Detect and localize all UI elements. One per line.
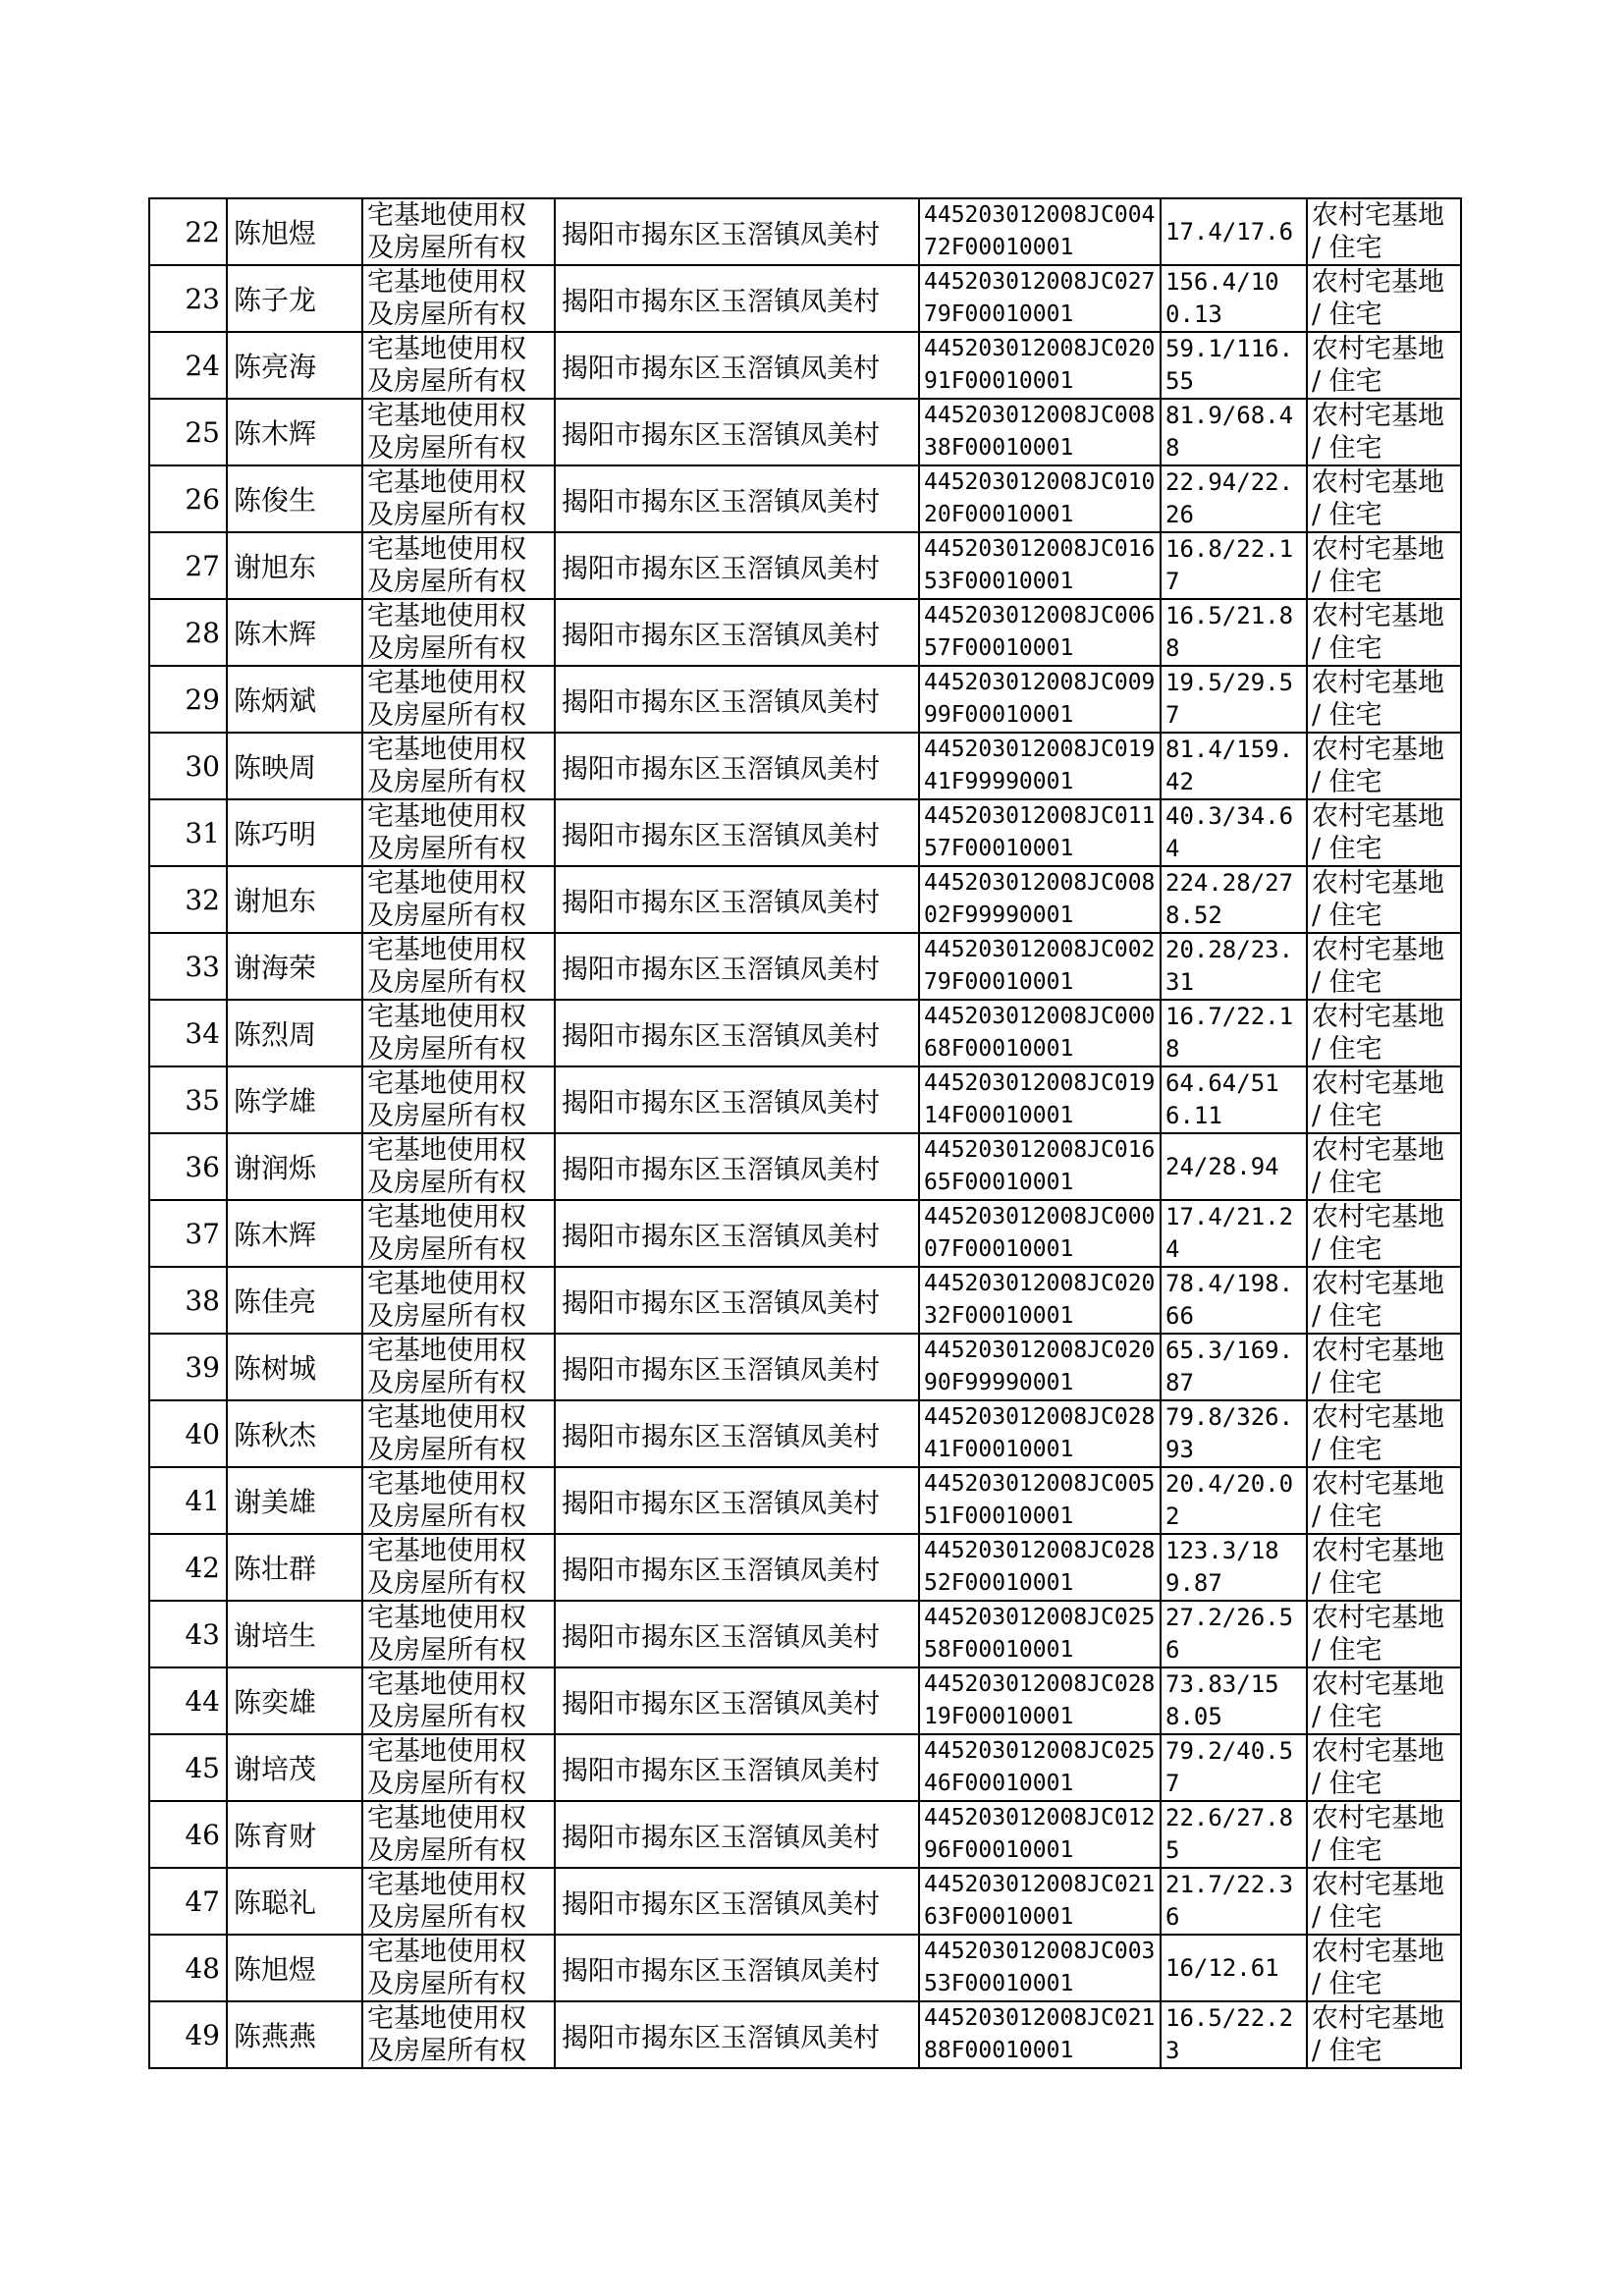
unit-code: 445203012008JC00279F00010001 xyxy=(919,933,1161,1000)
right-type: 宅基地使用权及房屋所有权 xyxy=(362,198,555,265)
property-address: 揭阳市揭东区玉滘镇凤美村 xyxy=(555,399,919,465)
property-address: 揭阳市揭东区玉滘镇凤美村 xyxy=(555,1334,919,1400)
property-address: 揭阳市揭东区玉滘镇凤美村 xyxy=(555,1000,919,1066)
land-usage: 农村宅基地 / 住宅 xyxy=(1307,1200,1461,1267)
owner-name: 陈烈周 xyxy=(227,1000,362,1066)
table-row xyxy=(149,2001,1461,2068)
land-usage: 农村宅基地 / 住宅 xyxy=(1307,733,1461,799)
property-address: 揭阳市揭东区玉滘镇凤美村 xyxy=(555,1267,919,1334)
row-number: 36 xyxy=(149,1133,227,1200)
owner-name: 陈树城 xyxy=(227,1334,362,1400)
property-address: 揭阳市揭东区玉滘镇凤美村 xyxy=(555,1601,919,1667)
land-usage: 农村宅基地 / 住宅 xyxy=(1307,198,1461,265)
unit-code: 445203012008JC00551F00010001 xyxy=(919,1467,1161,1534)
row-number: 22 xyxy=(149,198,227,265)
table-row xyxy=(149,265,1461,332)
row-number: 33 xyxy=(149,933,227,1000)
row-number: 27 xyxy=(149,532,227,599)
unit-code: 445203012008JC01665F00010001 xyxy=(919,1133,1161,1200)
unit-code: 445203012008JC02091F00010001 xyxy=(919,332,1161,399)
owner-name: 陈秋杰 xyxy=(227,1400,362,1467)
property-address: 揭阳市揭东区玉滘镇凤美村 xyxy=(555,332,919,399)
right-type: 宅基地使用权及房屋所有权 xyxy=(362,532,555,599)
table-row xyxy=(149,332,1461,399)
unit-code: 445203012008JC02188F00010001 xyxy=(919,2001,1161,2068)
right-type: 宅基地使用权及房屋所有权 xyxy=(362,1133,555,1200)
table-row xyxy=(149,733,1461,799)
row-number: 26 xyxy=(149,465,227,532)
right-type: 宅基地使用权及房屋所有权 xyxy=(362,1467,555,1534)
area-value: 73.83/158.05 xyxy=(1161,1667,1307,1734)
area-value: 16.5/21.88 xyxy=(1161,599,1307,666)
owner-name: 陈佳亮 xyxy=(227,1267,362,1334)
right-type: 宅基地使用权及房屋所有权 xyxy=(362,1400,555,1467)
owner-name: 陈壮群 xyxy=(227,1534,362,1601)
table-row xyxy=(149,1267,1461,1334)
right-type: 宅基地使用权及房屋所有权 xyxy=(362,399,555,465)
table-row xyxy=(149,532,1461,599)
table-row xyxy=(149,1801,1461,1868)
area-value: 79.8/326.93 xyxy=(1161,1400,1307,1467)
area-value: 79.2/40.57 xyxy=(1161,1734,1307,1801)
land-usage: 农村宅基地 / 住宅 xyxy=(1307,1334,1461,1400)
owner-name: 谢润烁 xyxy=(227,1133,362,1200)
table-row xyxy=(149,1200,1461,1267)
area-value: 156.4/100.13 xyxy=(1161,265,1307,332)
owner-name: 陈映周 xyxy=(227,733,362,799)
row-number: 32 xyxy=(149,866,227,933)
row-number: 30 xyxy=(149,733,227,799)
table-row xyxy=(149,1133,1461,1200)
unit-code: 445203012008JC01296F00010001 xyxy=(919,1801,1161,1868)
owner-name: 陈俊生 xyxy=(227,465,362,532)
owner-name: 谢美雄 xyxy=(227,1467,362,1534)
owner-name: 谢培茂 xyxy=(227,1734,362,1801)
area-value: 17.4/17.6 xyxy=(1161,198,1307,265)
right-type: 宅基地使用权及房屋所有权 xyxy=(362,1000,555,1066)
row-number: 25 xyxy=(149,399,227,465)
land-usage: 农村宅基地 / 住宅 xyxy=(1307,1801,1461,1868)
unit-code: 445203012008JC00802F99990001 xyxy=(919,866,1161,933)
table-row xyxy=(149,1000,1461,1066)
row-number: 28 xyxy=(149,599,227,666)
row-number: 35 xyxy=(149,1066,227,1133)
land-usage: 农村宅基地 / 住宅 xyxy=(1307,666,1461,733)
property-address: 揭阳市揭东区玉滘镇凤美村 xyxy=(555,666,919,733)
area-value: 16/12.61 xyxy=(1161,1935,1307,2001)
property-address: 揭阳市揭东区玉滘镇凤美村 xyxy=(555,599,919,666)
unit-code: 445203012008JC01914F00010001 xyxy=(919,1066,1161,1133)
property-address: 揭阳市揭东区玉滘镇凤美村 xyxy=(555,933,919,1000)
unit-code: 445203012008JC01020F00010001 xyxy=(919,465,1161,532)
area-value: 65.3/169.87 xyxy=(1161,1334,1307,1400)
owner-name: 陈巧明 xyxy=(227,799,362,866)
land-usage: 农村宅基地 / 住宅 xyxy=(1307,866,1461,933)
unit-code: 445203012008JC01941F99990001 xyxy=(919,733,1161,799)
land-usage: 农村宅基地 / 住宅 xyxy=(1307,532,1461,599)
unit-code: 445203012008JC02090F99990001 xyxy=(919,1334,1161,1400)
table-row xyxy=(149,1935,1461,2001)
owner-name: 陈聪礼 xyxy=(227,1868,362,1935)
area-value: 64.64/516.11 xyxy=(1161,1066,1307,1133)
table-row xyxy=(149,866,1461,933)
land-usage: 农村宅基地 / 住宅 xyxy=(1307,599,1461,666)
row-number: 46 xyxy=(149,1801,227,1868)
row-number: 40 xyxy=(149,1400,227,1467)
row-number: 49 xyxy=(149,2001,227,2068)
property-address: 揭阳市揭东区玉滘镇凤美村 xyxy=(555,733,919,799)
unit-code: 445203012008JC00353F00010001 xyxy=(919,1935,1161,2001)
unit-code: 445203012008JC02779F00010001 xyxy=(919,265,1161,332)
area-value: 17.4/21.24 xyxy=(1161,1200,1307,1267)
row-number: 38 xyxy=(149,1267,227,1334)
property-address: 揭阳市揭东区玉滘镇凤美村 xyxy=(555,2001,919,2068)
land-usage: 农村宅基地 / 住宅 xyxy=(1307,1601,1461,1667)
unit-code: 445203012008JC00472F00010001 xyxy=(919,198,1161,265)
land-usage: 农村宅基地 / 住宅 xyxy=(1307,933,1461,1000)
unit-code: 445203012008JC01157F00010001 xyxy=(919,799,1161,866)
area-value: 224.28/278.52 xyxy=(1161,866,1307,933)
area-value: 40.3/34.64 xyxy=(1161,799,1307,866)
owner-name: 谢旭东 xyxy=(227,532,362,599)
unit-code: 445203012008JC02032F00010001 xyxy=(919,1267,1161,1334)
right-type: 宅基地使用权及房屋所有权 xyxy=(362,666,555,733)
table-row xyxy=(149,1066,1461,1133)
unit-code: 445203012008JC02558F00010001 xyxy=(919,1601,1161,1667)
area-value: 22.6/27.85 xyxy=(1161,1801,1307,1868)
property-address: 揭阳市揭东区玉滘镇凤美村 xyxy=(555,265,919,332)
land-usage: 农村宅基地 / 住宅 xyxy=(1307,799,1461,866)
property-address: 揭阳市揭东区玉滘镇凤美村 xyxy=(555,1801,919,1868)
owner-name: 陈子龙 xyxy=(227,265,362,332)
area-value: 78.4/198.66 xyxy=(1161,1267,1307,1334)
unit-code: 445203012008JC00007F00010001 xyxy=(919,1200,1161,1267)
property-address: 揭阳市揭东区玉滘镇凤美村 xyxy=(555,1133,919,1200)
land-usage: 农村宅基地 / 住宅 xyxy=(1307,1734,1461,1801)
owner-name: 谢海荣 xyxy=(227,933,362,1000)
owner-name: 陈旭煜 xyxy=(227,198,362,265)
row-number: 48 xyxy=(149,1935,227,2001)
area-value: 16.5/22.23 xyxy=(1161,2001,1307,2068)
unit-code: 445203012008JC02852F00010001 xyxy=(919,1534,1161,1601)
right-type: 宅基地使用权及房屋所有权 xyxy=(362,1334,555,1400)
area-value: 22.94/22.26 xyxy=(1161,465,1307,532)
unit-code: 445203012008JC02546F00010001 xyxy=(919,1734,1161,1801)
table-row xyxy=(149,1601,1461,1667)
row-number: 47 xyxy=(149,1868,227,1935)
right-type: 宅基地使用权及房屋所有权 xyxy=(362,733,555,799)
owner-name: 谢旭东 xyxy=(227,866,362,933)
row-number: 44 xyxy=(149,1667,227,1734)
land-usage: 农村宅基地 / 住宅 xyxy=(1307,399,1461,465)
row-number: 31 xyxy=(149,799,227,866)
row-number: 37 xyxy=(149,1200,227,1267)
records-table xyxy=(148,197,1462,2069)
unit-code: 445203012008JC00657F00010001 xyxy=(919,599,1161,666)
unit-code: 445203012008JC00838F00010001 xyxy=(919,399,1161,465)
right-type: 宅基地使用权及房屋所有权 xyxy=(362,332,555,399)
right-type: 宅基地使用权及房屋所有权 xyxy=(362,1734,555,1801)
unit-code: 445203012008JC01653F00010001 xyxy=(919,532,1161,599)
right-type: 宅基地使用权及房屋所有权 xyxy=(362,1868,555,1935)
area-value: 81.9/68.48 xyxy=(1161,399,1307,465)
table-row xyxy=(149,1667,1461,1734)
property-address: 揭阳市揭东区玉滘镇凤美村 xyxy=(555,1935,919,2001)
land-usage: 农村宅基地 / 住宅 xyxy=(1307,332,1461,399)
area-value: 16.8/22.17 xyxy=(1161,532,1307,599)
right-type: 宅基地使用权及房屋所有权 xyxy=(362,1200,555,1267)
table-row xyxy=(149,1400,1461,1467)
property-address: 揭阳市揭东区玉滘镇凤美村 xyxy=(555,532,919,599)
right-type: 宅基地使用权及房屋所有权 xyxy=(362,1534,555,1601)
area-value: 59.1/116.55 xyxy=(1161,332,1307,399)
row-number: 29 xyxy=(149,666,227,733)
table-row xyxy=(149,1467,1461,1534)
land-usage: 农村宅基地 / 住宅 xyxy=(1307,1868,1461,1935)
right-type: 宅基地使用权及房屋所有权 xyxy=(362,265,555,332)
property-address: 揭阳市揭东区玉滘镇凤美村 xyxy=(555,866,919,933)
right-type: 宅基地使用权及房屋所有权 xyxy=(362,933,555,1000)
owner-name: 谢培生 xyxy=(227,1601,362,1667)
table-row xyxy=(149,666,1461,733)
right-type: 宅基地使用权及房屋所有权 xyxy=(362,1267,555,1334)
land-usage: 农村宅基地 / 住宅 xyxy=(1307,2001,1461,2068)
right-type: 宅基地使用权及房屋所有权 xyxy=(362,465,555,532)
table-row xyxy=(149,1334,1461,1400)
table-row xyxy=(149,933,1461,1000)
right-type: 宅基地使用权及房屋所有权 xyxy=(362,2001,555,2068)
table-row xyxy=(149,1868,1461,1935)
owner-name: 陈木辉 xyxy=(227,1200,362,1267)
row-number: 24 xyxy=(149,332,227,399)
row-number: 39 xyxy=(149,1334,227,1400)
table-row xyxy=(149,599,1461,666)
row-number: 23 xyxy=(149,265,227,332)
land-usage: 农村宅基地 / 住宅 xyxy=(1307,465,1461,532)
area-value: 123.3/189.87 xyxy=(1161,1534,1307,1601)
land-usage: 农村宅基地 / 住宅 xyxy=(1307,1133,1461,1200)
right-type: 宅基地使用权及房屋所有权 xyxy=(362,1601,555,1667)
area-value: 20.28/23.31 xyxy=(1161,933,1307,1000)
row-number: 43 xyxy=(149,1601,227,1667)
land-usage: 农村宅基地 / 住宅 xyxy=(1307,265,1461,332)
right-type: 宅基地使用权及房屋所有权 xyxy=(362,599,555,666)
right-type: 宅基地使用权及房屋所有权 xyxy=(362,1935,555,2001)
owner-name: 陈木辉 xyxy=(227,399,362,465)
table-row xyxy=(149,465,1461,532)
unit-code: 445203012008JC00068F00010001 xyxy=(919,1000,1161,1066)
area-value: 16.7/22.18 xyxy=(1161,1000,1307,1066)
row-number: 41 xyxy=(149,1467,227,1534)
property-address: 揭阳市揭东区玉滘镇凤美村 xyxy=(555,1066,919,1133)
property-address: 揭阳市揭东区玉滘镇凤美村 xyxy=(555,1400,919,1467)
table-row xyxy=(149,1734,1461,1801)
property-address: 揭阳市揭东区玉滘镇凤美村 xyxy=(555,1534,919,1601)
area-value: 27.2/26.56 xyxy=(1161,1601,1307,1667)
unit-code: 445203012008JC02819F00010001 xyxy=(919,1667,1161,1734)
area-value: 81.4/159.42 xyxy=(1161,733,1307,799)
owner-name: 陈燕燕 xyxy=(227,2001,362,2068)
land-usage: 农村宅基地 / 住宅 xyxy=(1307,1400,1461,1467)
property-address: 揭阳市揭东区玉滘镇凤美村 xyxy=(555,198,919,265)
property-address: 揭阳市揭东区玉滘镇凤美村 xyxy=(555,1734,919,1801)
land-usage: 农村宅基地 / 住宅 xyxy=(1307,1534,1461,1601)
area-value: 19.5/29.57 xyxy=(1161,666,1307,733)
area-value: 21.7/22.36 xyxy=(1161,1868,1307,1935)
unit-code: 445203012008JC02163F00010001 xyxy=(919,1868,1161,1935)
table-row xyxy=(149,1534,1461,1601)
land-usage: 农村宅基地 / 住宅 xyxy=(1307,1667,1461,1734)
right-type: 宅基地使用权及房屋所有权 xyxy=(362,799,555,866)
land-usage: 农村宅基地 / 住宅 xyxy=(1307,1000,1461,1066)
right-type: 宅基地使用权及房屋所有权 xyxy=(362,1667,555,1734)
property-address: 揭阳市揭东区玉滘镇凤美村 xyxy=(555,1200,919,1267)
property-address: 揭阳市揭东区玉滘镇凤美村 xyxy=(555,465,919,532)
owner-name: 陈炳斌 xyxy=(227,666,362,733)
area-value: 24/28.94 xyxy=(1161,1133,1307,1200)
row-number: 45 xyxy=(149,1734,227,1801)
records-body xyxy=(149,198,1461,2068)
table-row xyxy=(149,198,1461,265)
owner-name: 陈育财 xyxy=(227,1801,362,1868)
right-type: 宅基地使用权及房屋所有权 xyxy=(362,866,555,933)
property-address: 揭阳市揭东区玉滘镇凤美村 xyxy=(555,799,919,866)
owner-name: 陈学雄 xyxy=(227,1066,362,1133)
unit-code: 445203012008JC02841F00010001 xyxy=(919,1400,1161,1467)
owner-name: 陈奕雄 xyxy=(227,1667,362,1734)
land-usage: 农村宅基地 / 住宅 xyxy=(1307,1935,1461,2001)
property-address: 揭阳市揭东区玉滘镇凤美村 xyxy=(555,1868,919,1935)
row-number: 34 xyxy=(149,1000,227,1066)
property-address: 揭阳市揭东区玉滘镇凤美村 xyxy=(555,1667,919,1734)
area-value: 20.4/20.02 xyxy=(1161,1467,1307,1534)
table-row xyxy=(149,799,1461,866)
unit-code: 445203012008JC00999F00010001 xyxy=(919,666,1161,733)
owner-name: 陈亮海 xyxy=(227,332,362,399)
right-type: 宅基地使用权及房屋所有权 xyxy=(362,1801,555,1868)
owner-name: 陈旭煜 xyxy=(227,1935,362,2001)
row-number: 42 xyxy=(149,1534,227,1601)
land-usage: 农村宅基地 / 住宅 xyxy=(1307,1066,1461,1133)
table-row xyxy=(149,399,1461,465)
property-address: 揭阳市揭东区玉滘镇凤美村 xyxy=(555,1467,919,1534)
owner-name: 陈木辉 xyxy=(227,599,362,666)
land-usage: 农村宅基地 / 住宅 xyxy=(1307,1467,1461,1534)
land-usage: 农村宅基地 / 住宅 xyxy=(1307,1267,1461,1334)
right-type: 宅基地使用权及房屋所有权 xyxy=(362,1066,555,1133)
